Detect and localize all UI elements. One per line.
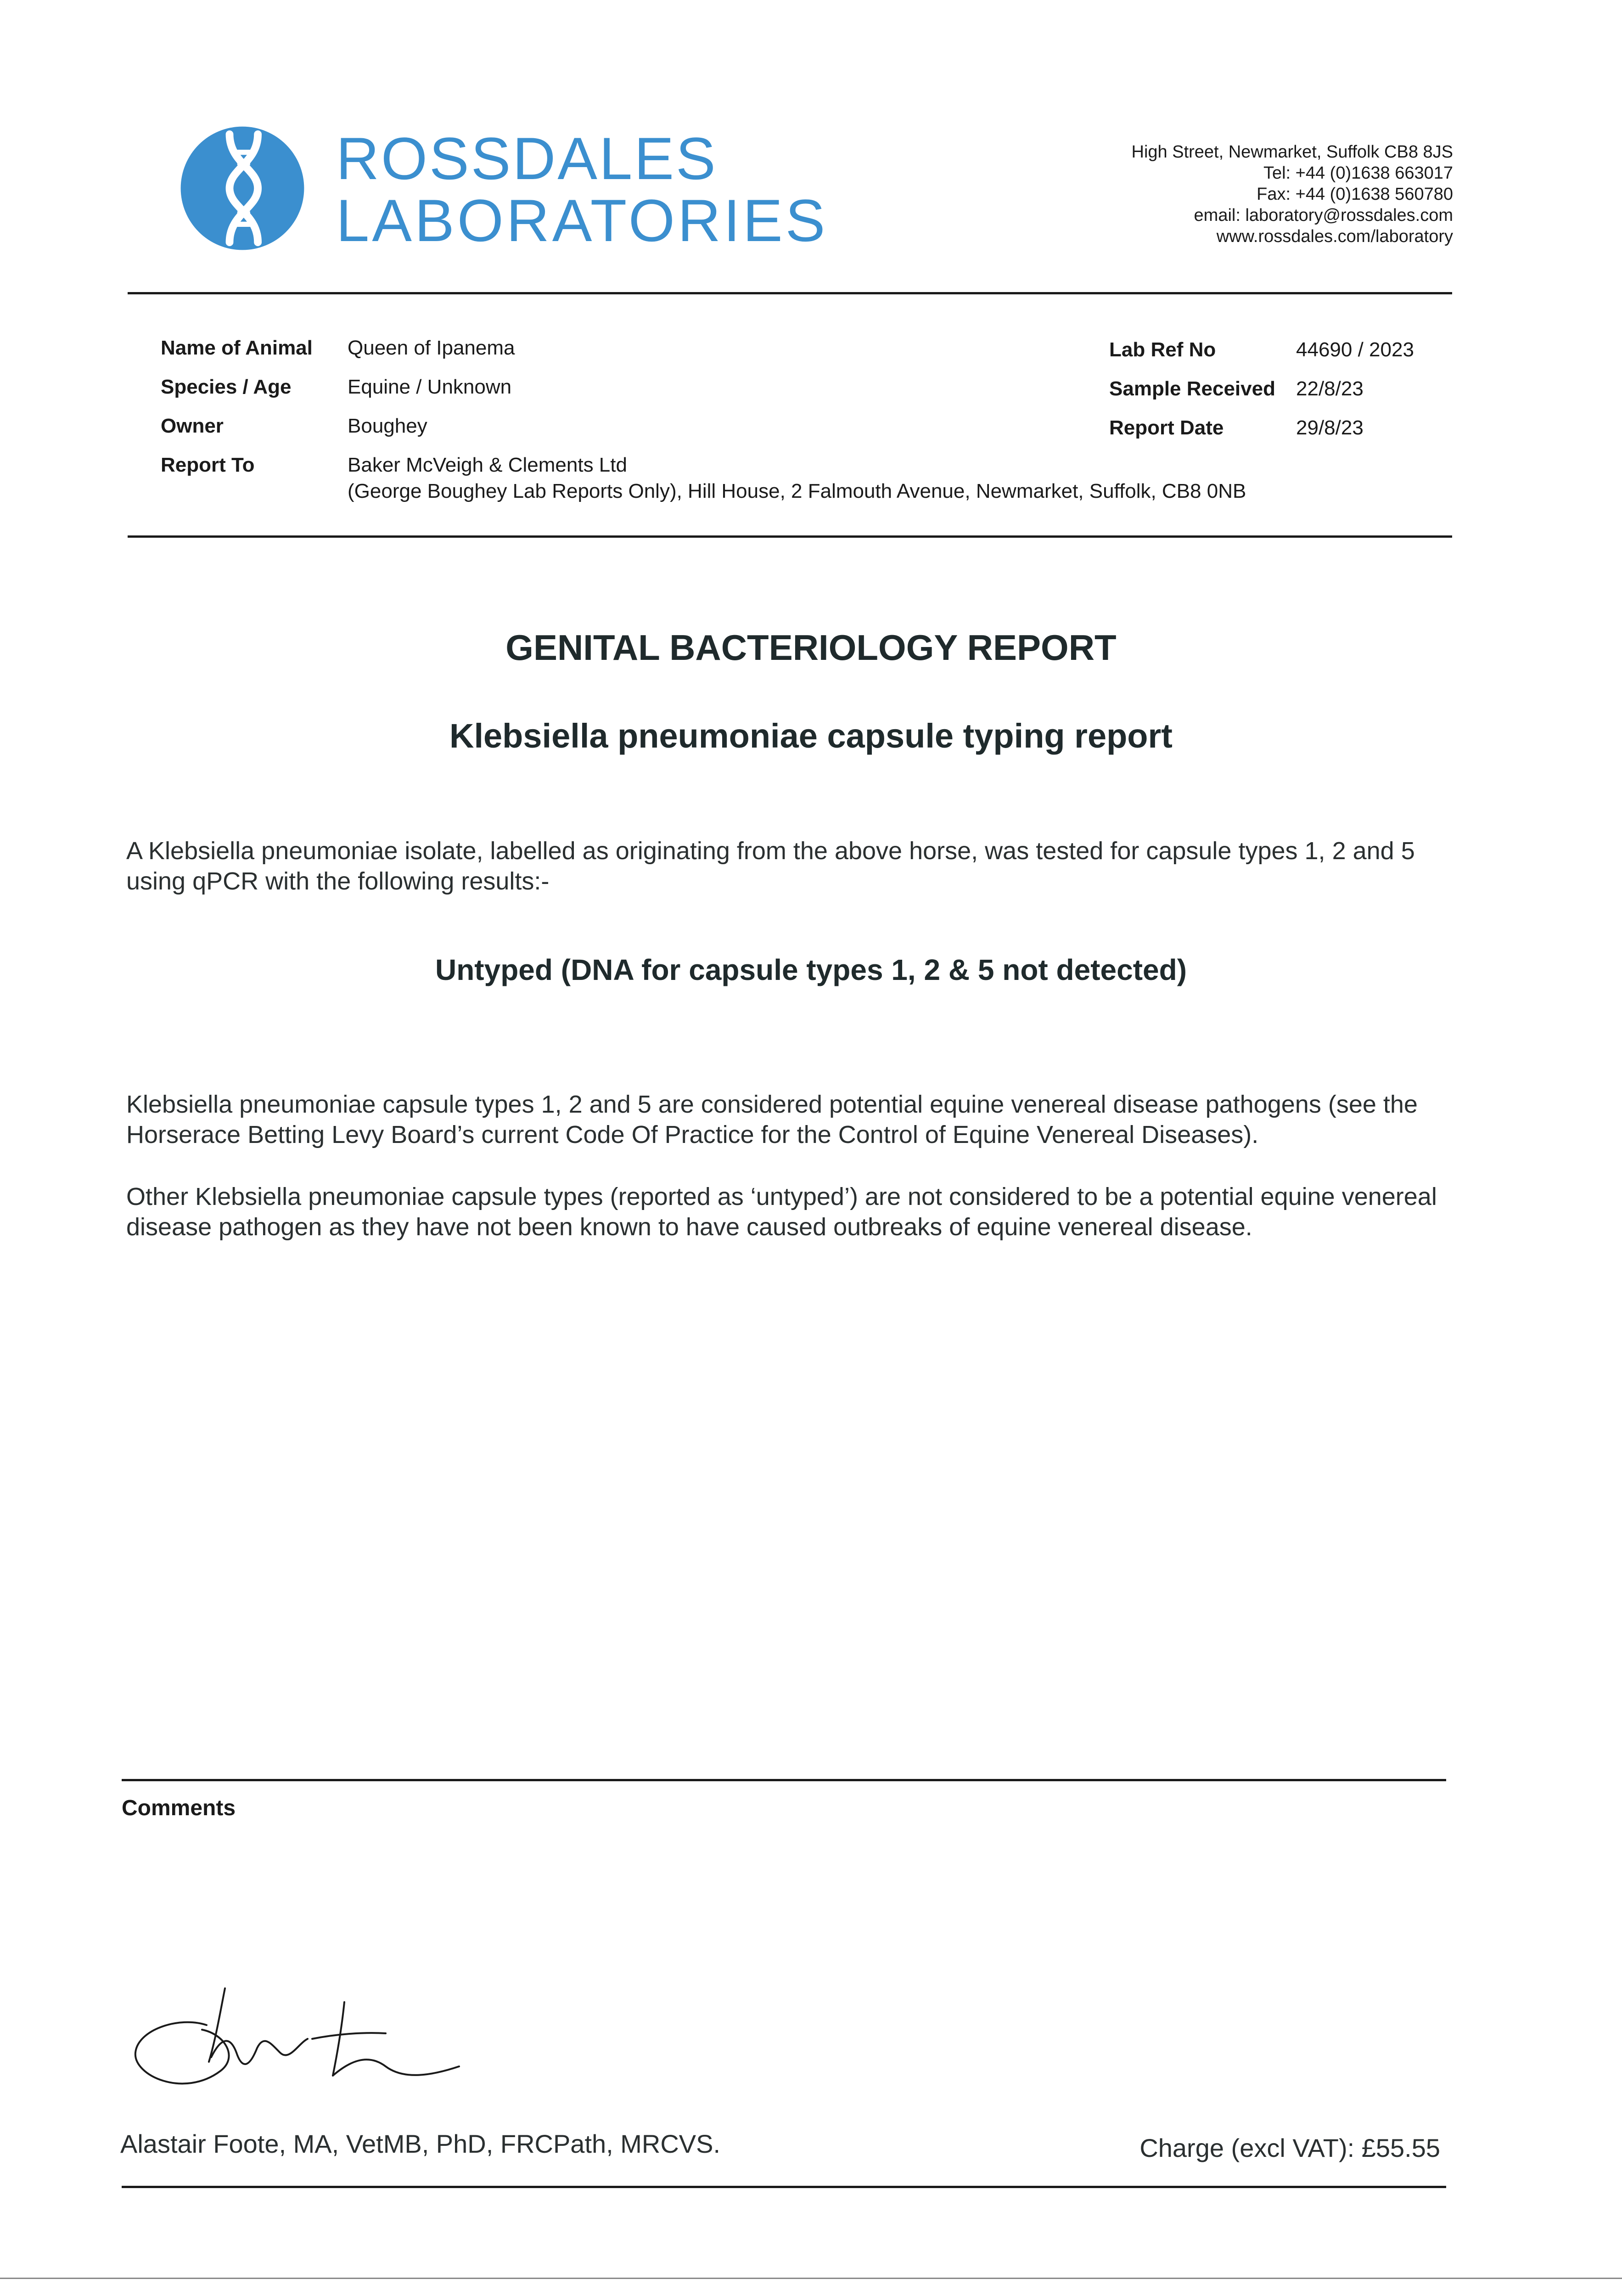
report-date-label: Report Date <box>1109 416 1224 439</box>
address-tel: Tel: +44 (0)1638 663017 <box>1263 163 1453 183</box>
name-value: Queen of Ipanema <box>348 337 515 359</box>
report-date-value: 29/8/23 <box>1296 416 1364 439</box>
lab-ref-value: 44690 / 2023 <box>1296 338 1414 361</box>
species-label: Species / Age <box>161 376 292 398</box>
pathogen-paragraph: Klebsiella pneumoniae capsule types 1, 2 and 5 are considered potential equine venereal disease pathogens (see the Horserace Betting Levy Board’s current Code Of Practice for the Control of Equine Venereal Diseases). <box>126 1091 1418 1148</box>
comments-divider <box>122 1779 1446 1781</box>
report-title: GENITAL BACTERIOLOGY REPORT <box>505 627 1117 668</box>
result-text: Untyped (DNA for capsule types 1, 2 & 5 not detected) <box>435 953 1187 986</box>
owner-label: Owner <box>161 415 224 437</box>
dna-logo-icon <box>178 124 307 253</box>
owner-value: Boughey <box>348 415 427 437</box>
page-edge-line <box>0 2278 1622 2279</box>
logo-line1: ROSSDALES <box>336 125 718 192</box>
report-to-line1: Baker McVeigh & Clements Ltd <box>348 454 627 476</box>
footer-divider <box>122 2186 1446 2188</box>
report-to-line2: (George Boughey Lab Reports Only), Hill House, 2 Falmouth Avenue, Newmarket, Suffolk, CB8 0NB <box>348 480 1246 502</box>
untyped-paragraph: Other Klebsiella pneumoniae capsule types (reported as ‘untyped’) are not considered to be a potential equine venereal disease pathogen as they have not been known to have caused outbreaks of equine venereal disease. <box>126 1183 1437 1241</box>
signature <box>129 1984 468 2103</box>
comments-label: Comments <box>122 1796 236 1820</box>
lab-ref-label: Lab Ref No <box>1109 338 1216 361</box>
signer-name: Alastair Foote, MA, VetMB, PhD, FRCPath, MRCVS. <box>120 2129 721 2158</box>
sample-received-label: Sample Received <box>1109 377 1275 400</box>
species-value: Equine / Unknown <box>348 376 512 398</box>
name-label: Name of Animal <box>161 337 313 359</box>
lab-address <box>1132 141 1453 247</box>
report-to-label: Report To <box>161 454 255 476</box>
address-website: www.rossdales.com/laboratory <box>1216 227 1453 246</box>
info-divider <box>128 535 1452 538</box>
address-email: email: laboratory@rossdales.com <box>1194 206 1453 225</box>
header-divider <box>128 292 1452 294</box>
logo-line2: LABORATORIES <box>336 187 828 254</box>
sample-received-value: 22/8/23 <box>1296 377 1364 400</box>
charge-amount: Charge (excl VAT): £55.55 <box>1139 2133 1440 2162</box>
report-subtitle: Klebsiella pneumoniae capsule typing report <box>449 717 1173 755</box>
address-street: High Street, Newmarket, Suffolk CB8 8JS <box>1131 142 1453 162</box>
address-fax: Fax: +44 (0)1638 560780 <box>1257 185 1453 204</box>
intro-paragraph: A Klebsiella pneumoniae isolate, labelled as originating from the above horse, was tested for capsule types 1, 2 and 5 using qPCR with the following results:- <box>126 837 1415 895</box>
